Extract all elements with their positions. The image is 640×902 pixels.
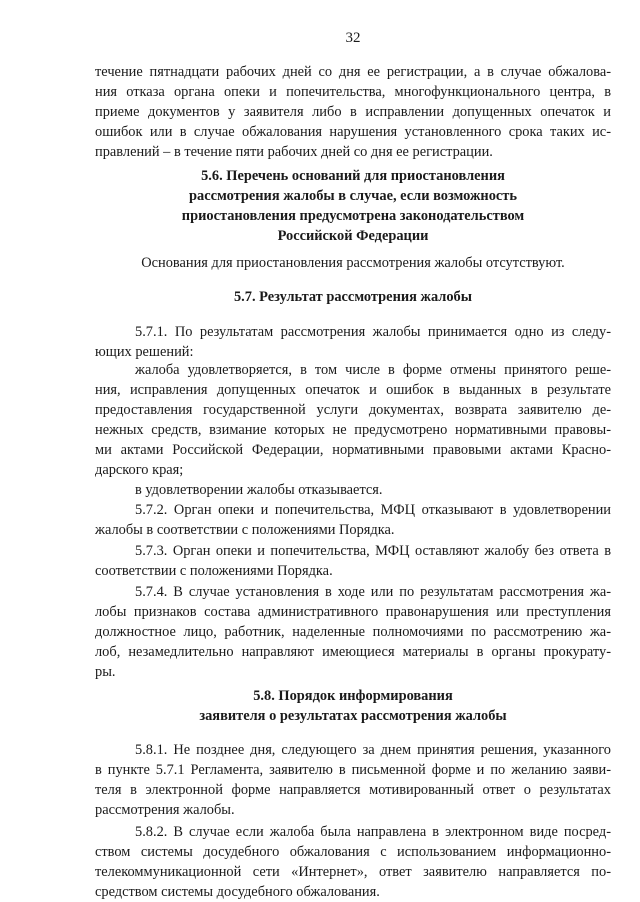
text-line: правлений – в течение пяти рабочих дней со дня ее регистрации. [95, 144, 493, 160]
heading-line: 5.8. Порядок информирования [253, 688, 453, 704]
text-line: лоб, незамедлительно направляют имеющиеся материалы в органы прокурату- [95, 644, 611, 660]
paragraph-5-7-2 [95, 500, 611, 540]
text-line: телекоммуникационной сети «Интернет», ответ заявителю направляется по- [95, 864, 611, 880]
text-line: в удовлетворении жалобы отказывается. [135, 482, 383, 498]
text-line: 5.8.2. В случае если жалоба была направлена в электронном виде посред- [135, 824, 611, 840]
paragraph-5-8-1 [95, 740, 611, 820]
text-line: лобы признаков состава административного правонарушения или преступления [95, 604, 611, 620]
page-number: 32 [345, 30, 361, 46]
paragraph-5-7-1 [95, 322, 611, 362]
text-line: средством системы досудебного обжалования. [95, 884, 380, 900]
heading-line: рассмотрения жалобы в случае, если возможность [189, 188, 517, 204]
paragraph-complaint-satisfied [95, 360, 611, 480]
text-line: 5.7.3. Орган опеки и попечительства, МФЦ оставляют жалобу без ответа в [135, 543, 611, 559]
text-line: 5.8.1. Не позднее дня, следующего за днем принятия решения, указанного [135, 742, 611, 758]
text-line: 5.7.2. Орган опеки и попечительства, МФЦ отказывают в удовлетворении [135, 502, 611, 518]
text-line: 5.7.1. По результатам рассмотрения жалобы принимается одно из следу- [135, 324, 611, 340]
text-line: нежных средств, взимание которых не предусмотрено нормативными правовы- [95, 422, 611, 438]
heading-line: заявителя о результатах рассмотрения жалобы [199, 708, 507, 724]
text-line: предоставления государственной услуги документах, возврата заявителю де- [95, 402, 611, 418]
text-line: ством системы досудебного обжалования с использованием информационно- [95, 844, 611, 860]
text-line: ния, исправления допущенных опечаток и ошибок в выданных в результате [95, 382, 611, 398]
paragraph-5-8-2 [95, 822, 611, 902]
text-line: ния отказа органа опеки и попечительства, многофункционального центра, в [95, 84, 611, 100]
text-line: теля в электронной форме направляется мотивированный ответ о результатах [95, 782, 611, 798]
text-line: соответствии с положениями Порядка. [95, 563, 333, 579]
text-line: 5.7.4. В случае установления в ходе или по результатам рассмотрения жа- [135, 584, 611, 600]
section-5-6-text: Основания для приостановления рассмотрения жалобы отсутствуют. [141, 255, 565, 271]
text-line: течение пятнадцати рабочих дней со дня ее регистрации, а в случае обжалова- [95, 64, 611, 80]
text-line: должностное лицо, работник, наделенные полномочиями по рассмотрению жа- [95, 624, 611, 640]
paragraph-5-7-4 [95, 582, 611, 682]
heading-line: 5.6. Перечень оснований для приостановления [201, 168, 505, 184]
text-line: дарского края; [95, 462, 184, 478]
section-5-7-heading: 5.7. Результат рассмотрения жалобы [233, 289, 472, 305]
paragraph-complaint-rejected [95, 480, 611, 500]
heading-line: приостановления предусмотрена законодательством [181, 208, 525, 224]
paragraph-5-7-3 [95, 541, 611, 581]
section-5-8-heading [95, 686, 611, 726]
text-line: ющих решений: [95, 344, 194, 360]
intro-paragraph [95, 62, 611, 162]
section-5-6-heading [95, 166, 611, 246]
heading-line: Российской Федерации [277, 228, 429, 244]
text-line: в пункте 5.7.1 Регламента, заявителю в письменной форме и по желанию заяви- [95, 762, 611, 778]
text-line: ошибок или в случае обжалования нарушения установленного срока таких ис- [95, 124, 611, 140]
text-line: приеме документов у заявителя либо в исправлении допущенных опечаток и [95, 104, 611, 120]
text-line: жалоба удовлетворяется, в том числе в форме отмены принятого реше- [135, 362, 611, 378]
text-line: ры. [95, 664, 116, 680]
text-line: ми актами Российской Федерации, нормативными правовыми актами Красно- [95, 442, 611, 458]
text-line: рассмотрения жалобы. [95, 802, 235, 818]
text-line: жалобы в соответствии с положениями Порядка. [95, 522, 395, 538]
